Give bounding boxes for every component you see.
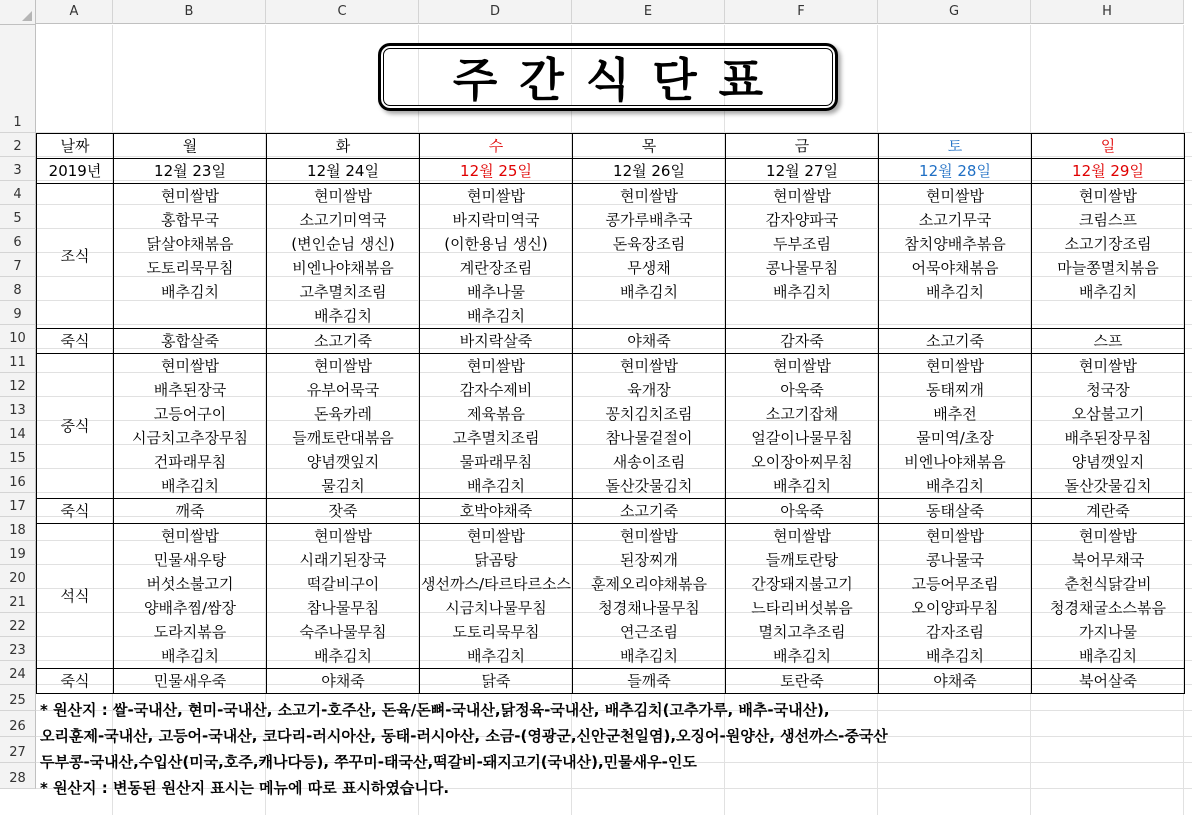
menu-item-cell[interactable]: 훈제오리야채볶음 (573, 572, 726, 596)
menu-item-cell[interactable]: 배추김치 (879, 644, 1032, 669)
porridge-item-cell[interactable]: 야채죽 (573, 329, 726, 354)
porridge-label-cell[interactable]: 죽식 (37, 329, 114, 354)
menu-item-cell[interactable]: 현미쌀밥 (573, 524, 726, 549)
porridge-item-cell[interactable]: 야채죽 (879, 669, 1032, 694)
row-header-27[interactable]: 27 (0, 737, 36, 763)
menu-item-cell[interactable]: 동태찌개 (879, 378, 1032, 402)
menu-item-cell[interactable]: 닭살야채볶음 (114, 232, 267, 256)
menu-item-cell[interactable]: 현미쌀밥 (879, 184, 1032, 209)
row-header-6[interactable]: 6 (0, 229, 36, 253)
menu-item-cell[interactable]: 소고기무국 (879, 208, 1032, 232)
porridge-item-cell[interactable]: 닭죽 (420, 669, 573, 694)
menu-item-cell[interactable]: 물김치 (267, 474, 420, 499)
column-header-f[interactable]: F (725, 0, 878, 24)
date-cell[interactable]: 12월 26일 (573, 159, 726, 184)
menu-item-cell[interactable]: 현미쌀밥 (1032, 184, 1185, 209)
menu-item-cell[interactable]: 소고기잡채 (726, 402, 879, 426)
menu-item-cell[interactable]: 북어무채국 (1032, 548, 1185, 572)
menu-item-cell[interactable]: 현미쌀밥 (879, 524, 1032, 549)
porridge-item-cell[interactable]: 소고기죽 (879, 329, 1032, 354)
page-title[interactable]: 주간식단표 (378, 43, 838, 111)
column-headers (36, 0, 1184, 25)
menu-item-cell[interactable]: 꽁치김치조림 (573, 402, 726, 426)
row-header-8[interactable]: 8 (0, 277, 36, 301)
menu-item-cell[interactable] (114, 304, 267, 329)
menu-item-cell[interactable]: 배추김치 (114, 280, 267, 304)
menu-item-cell[interactable]: 배추된장국 (114, 378, 267, 402)
column-header-a[interactable]: A (36, 0, 113, 24)
menu-item-cell[interactable]: 현미쌀밥 (726, 524, 879, 549)
menu-item-cell[interactable]: 양념깻잎지 (267, 450, 420, 474)
menu-item-cell[interactable]: 소고기미역국 (267, 208, 420, 232)
menu-item-cell[interactable]: 건파래무침 (114, 450, 267, 474)
menu-item-cell[interactable]: 버섯소불고기 (114, 572, 267, 596)
menu-item-cell[interactable]: 생선까스/타르타르소스 (420, 572, 573, 596)
menu-item-cell[interactable]: 청경채굴소스볶음 (1032, 596, 1185, 620)
menu-item-cell[interactable]: 현미쌀밥 (726, 354, 879, 379)
menu-item-cell[interactable]: 고추멸치조림 (420, 426, 573, 450)
row-header-25[interactable]: 25 (0, 685, 36, 711)
note-line[interactable]: * 원산지 : 변동된 원산지 표시는 메뉴에 따로 표시하였습니다. (40, 779, 450, 797)
menu-item-cell[interactable]: 간장돼지불고기 (726, 572, 879, 596)
day-name-cell[interactable]: 토 (879, 134, 1032, 159)
menu-item-cell[interactable]: 시금치나물무침 (420, 596, 573, 620)
date-cell[interactable]: 12월 28일 (879, 159, 1032, 184)
menu-item-cell[interactable]: 감자수제비 (420, 378, 573, 402)
menu-item-cell[interactable]: 도토리묵무침 (420, 620, 573, 644)
menu-item-cell[interactable]: 어묵야채볶음 (879, 256, 1032, 280)
date-cell[interactable]: 12월 25일 (420, 159, 573, 184)
menu-item-cell[interactable]: 배추김치 (114, 474, 267, 499)
row-header-28[interactable]: 28 (0, 763, 36, 789)
menu-item-cell[interactable]: 춘천식닭갈비 (1032, 572, 1185, 596)
menu-item-cell[interactable]: 연근조림 (573, 620, 726, 644)
menu-item-cell[interactable]: 현미쌀밥 (267, 354, 420, 379)
porridge-item-cell[interactable]: 계란죽 (1032, 499, 1185, 524)
row-header-9[interactable]: 9 (0, 301, 36, 325)
menu-item-cell[interactable]: 현미쌀밥 (114, 524, 267, 549)
menu-item-cell[interactable]: 현미쌀밥 (726, 184, 879, 209)
menu-item-cell[interactable]: 청국장 (1032, 378, 1185, 402)
row-header-10[interactable]: 10 (0, 325, 36, 349)
row-header-24[interactable]: 24 (0, 661, 36, 685)
porridge-item-cell[interactable]: 아욱죽 (726, 499, 879, 524)
menu-item-cell[interactable]: 배추김치 (573, 644, 726, 669)
note-line[interactable]: 오리훈제-국내산, 고등어-국내산, 코다리-러시아산, 동태-러시아산, 소금-(영광군,신안군천일염),오징어-원양산, 생선까스-중국산 (40, 727, 888, 745)
row-header-19[interactable]: 19 (0, 541, 36, 565)
menu-item-cell[interactable]: 배추나물 (420, 280, 573, 304)
porridge-item-cell[interactable]: 동태살죽 (879, 499, 1032, 524)
menu-item-cell[interactable]: 참나물겉절이 (573, 426, 726, 450)
menu-item-cell[interactable]: 마늘쫑멸치볶음 (1032, 256, 1185, 280)
porridge-item-cell[interactable]: 야채죽 (267, 669, 420, 694)
row-header-5[interactable]: 5 (0, 205, 36, 229)
menu-item-cell[interactable]: 양배추찜/쌈장 (114, 596, 267, 620)
menu-item-cell[interactable]: 배추김치 (420, 644, 573, 669)
porridge-label-cell[interactable]: 죽식 (37, 669, 114, 694)
row-header-23[interactable]: 23 (0, 637, 36, 661)
menu-item-cell[interactable]: 감자양파국 (726, 208, 879, 232)
menu-item-cell[interactable]: 현미쌀밥 (114, 354, 267, 379)
menu-item-cell[interactable]: 참치양배추볶음 (879, 232, 1032, 256)
menu-item-cell[interactable] (1032, 304, 1185, 329)
row-header-13[interactable]: 13 (0, 397, 36, 421)
day-name-cell[interactable]: 금 (726, 134, 879, 159)
menu-item-cell[interactable]: 배추김치 (420, 304, 573, 329)
menu-item-cell[interactable]: 떡갈비구이 (267, 572, 420, 596)
menu-item-cell[interactable]: 시금치고추장무침 (114, 426, 267, 450)
menu-item-cell[interactable]: 들깨토란대볶음 (267, 426, 420, 450)
column-header-d[interactable]: D (419, 0, 572, 24)
menu-item-cell[interactable]: 두부조림 (726, 232, 879, 256)
menu-item-cell[interactable]: 돌산갓물김치 (1032, 474, 1185, 499)
row-header-11[interactable]: 11 (0, 349, 36, 373)
menu-item-cell[interactable]: 청경채나물무침 (573, 596, 726, 620)
row-header-1[interactable]: 1 (0, 25, 36, 133)
porridge-label-cell[interactable]: 죽식 (37, 499, 114, 524)
menu-item-cell[interactable]: 숙주나물무침 (267, 620, 420, 644)
menu-item-cell[interactable]: 민물새우탕 (114, 548, 267, 572)
row-header-16[interactable]: 16 (0, 469, 36, 493)
porridge-item-cell[interactable]: 북어살죽 (1032, 669, 1185, 694)
dinner-label-cell[interactable]: 석식 (37, 524, 114, 669)
menu-item-cell[interactable]: 배추김치 (267, 304, 420, 329)
menu-item-cell[interactable]: 배추김치 (879, 474, 1032, 499)
porridge-item-cell[interactable]: 호박야채죽 (420, 499, 573, 524)
menu-item-cell[interactable]: 유부어묵국 (267, 378, 420, 402)
menu-item-cell[interactable]: 물미역/초장 (879, 426, 1032, 450)
menu-item-cell[interactable]: (변인순님 생신) (267, 232, 420, 256)
menu-item-cell[interactable]: 현미쌀밥 (420, 354, 573, 379)
menu-item-cell[interactable]: 육개장 (573, 378, 726, 402)
porridge-item-cell[interactable]: 소고기죽 (573, 499, 726, 524)
menu-item-cell[interactable]: 돌산갓물김치 (573, 474, 726, 499)
menu-item-cell[interactable]: 크림스프 (1032, 208, 1185, 232)
column-header-c[interactable]: C (266, 0, 419, 24)
menu-item-cell[interactable]: 도라지볶음 (114, 620, 267, 644)
date-label-cell[interactable]: 날짜 (37, 134, 114, 159)
menu-item-cell[interactable]: 새송이조림 (573, 450, 726, 474)
menu-item-cell[interactable]: 현미쌀밥 (114, 184, 267, 209)
menu-item-cell[interactable]: (이한용님 생신) (420, 232, 573, 256)
column-header-h[interactable]: H (1031, 0, 1184, 24)
date-cell[interactable]: 12월 29일 (1032, 159, 1185, 184)
row-headers (0, 25, 36, 789)
row-header-26[interactable]: 26 (0, 711, 36, 737)
column-header-e[interactable]: E (572, 0, 725, 24)
row-header-12[interactable]: 12 (0, 373, 36, 397)
menu-item-cell[interactable]: 도토리묵무침 (114, 256, 267, 280)
menu-item-cell[interactable]: 돈육카레 (267, 402, 420, 426)
menu-item-cell[interactable]: 오삼불고기 (1032, 402, 1185, 426)
menu-item-cell[interactable]: 고추멸치조림 (267, 280, 420, 304)
breakfast-label-cell[interactable]: 조식 (37, 184, 114, 329)
menu-item-cell[interactable]: 감자조림 (879, 620, 1032, 644)
porridge-item-cell[interactable]: 스프 (1032, 329, 1185, 354)
menu-item-cell[interactable]: 비엔나야채볶음 (267, 256, 420, 280)
menu-item-cell[interactable]: 시래기된장국 (267, 548, 420, 572)
menu-item-cell[interactable]: 현미쌀밥 (879, 354, 1032, 379)
row-header-20[interactable]: 20 (0, 565, 36, 589)
menu-item-cell[interactable]: 배추김치 (573, 280, 726, 304)
menu-item-cell[interactable]: 배추김치 (726, 474, 879, 499)
menu-item-cell[interactable]: 돈육장조림 (573, 232, 726, 256)
date-cell[interactable]: 12월 27일 (726, 159, 879, 184)
menu-item-cell[interactable]: 오이장아찌무침 (726, 450, 879, 474)
porridge-item-cell[interactable]: 잣죽 (267, 499, 420, 524)
menu-item-cell[interactable]: 오이양파무침 (879, 596, 1032, 620)
menu-item-cell[interactable] (573, 304, 726, 329)
porridge-item-cell[interactable]: 민물새우죽 (114, 669, 267, 694)
menu-item-cell[interactable]: 들깨토란탕 (726, 548, 879, 572)
select-all-corner[interactable] (0, 0, 36, 25)
menu-item-cell[interactable]: 현미쌀밥 (420, 524, 573, 549)
menu-item-cell[interactable]: 얼갈이나물무침 (726, 426, 879, 450)
menu-table (36, 133, 1185, 694)
menu-item-cell[interactable]: 물파래무침 (420, 450, 573, 474)
day-name-cell[interactable]: 일 (1032, 134, 1185, 159)
menu-item-cell[interactable]: 현미쌀밥 (573, 184, 726, 209)
row-header-3[interactable]: 3 (0, 157, 36, 181)
menu-item-cell[interactable]: 배추김치 (420, 474, 573, 499)
menu-item-cell[interactable]: 콩나물국 (879, 548, 1032, 572)
origin-notes (36, 697, 1186, 801)
menu-item-cell[interactable]: 참나물무침 (267, 596, 420, 620)
menu-item-cell[interactable]: 배추김치 (726, 644, 879, 669)
menu-item-cell[interactable]: 닭곰탕 (420, 548, 573, 572)
menu-item-cell[interactable]: 배추김치 (1032, 644, 1185, 669)
porridge-item-cell[interactable]: 깨죽 (114, 499, 267, 524)
menu-item-cell[interactable]: 멸치고추조림 (726, 620, 879, 644)
menu-item-cell[interactable]: 가지나물 (1032, 620, 1185, 644)
menu-item-cell[interactable]: 콩가루배추국 (573, 208, 726, 232)
menu-item-cell[interactable]: 소고기장조림 (1032, 232, 1185, 256)
menu-item-cell[interactable]: 배추된장무침 (1032, 426, 1185, 450)
menu-item-cell[interactable]: 제육볶음 (420, 402, 573, 426)
menu-item-cell[interactable]: 아욱죽 (726, 378, 879, 402)
porridge-item-cell[interactable]: 들깨죽 (573, 669, 726, 694)
menu-item-cell[interactable]: 배추김치 (879, 280, 1032, 304)
menu-item-cell[interactable]: 양념깻잎지 (1032, 450, 1185, 474)
menu-item-cell[interactable]: 고등어무조림 (879, 572, 1032, 596)
porridge-item-cell[interactable]: 토란죽 (726, 669, 879, 694)
row-header-22[interactable]: 22 (0, 613, 36, 637)
porridge-item-cell[interactable]: 감자죽 (726, 329, 879, 354)
menu-item-cell[interactable]: 배추김치 (726, 280, 879, 304)
row-header-14[interactable]: 14 (0, 421, 36, 445)
menu-item-cell[interactable]: 배추전 (879, 402, 1032, 426)
porridge-item-cell[interactable]: 소고기죽 (267, 329, 420, 354)
menu-item-cell[interactable] (879, 304, 1032, 329)
row-header-21[interactable]: 21 (0, 589, 36, 613)
note-line[interactable]: * 원산지 : 쌀-국내산, 현미-국내산, 소고기-호주산, 돈육/돈뼈-국내산,닭정육-국내산, 배추김치(고추가루, 배추-국내산), (40, 701, 830, 719)
note-line[interactable]: 두부콩-국내산,수입산(미국,호주,캐나다등), 쭈꾸미-태국산,떡갈비-돼지고기(국내산),민물새우-인도 (40, 753, 697, 771)
porridge-item-cell[interactable]: 바지락살죽 (420, 329, 573, 354)
year-cell[interactable]: 2019년 (37, 159, 114, 184)
menu-item-cell[interactable]: 느타리버섯볶음 (726, 596, 879, 620)
row-header-15[interactable]: 15 (0, 445, 36, 469)
porridge-item-cell[interactable]: 홍합살죽 (114, 329, 267, 354)
menu-item-cell[interactable]: 계란장조림 (420, 256, 573, 280)
row-header-18[interactable]: 18 (0, 517, 36, 541)
row-header-7[interactable]: 7 (0, 253, 36, 277)
date-cell[interactable]: 12월 24일 (267, 159, 420, 184)
menu-item-cell[interactable]: 현미쌀밥 (267, 184, 420, 209)
column-header-g[interactable]: G (878, 0, 1031, 24)
row-header-2[interactable]: 2 (0, 133, 36, 157)
menu-item-cell[interactable]: 배추김치 (267, 644, 420, 669)
menu-item-cell[interactable]: 바지락미역국 (420, 208, 573, 232)
menu-item-cell[interactable]: 현미쌀밥 (573, 354, 726, 379)
row-header-17[interactable]: 17 (0, 493, 36, 517)
row-header-4[interactable]: 4 (0, 181, 36, 205)
date-cell[interactable]: 12월 23일 (114, 159, 267, 184)
menu-item-cell[interactable]: 배추김치 (114, 644, 267, 669)
menu-item-cell[interactable]: 현미쌀밥 (267, 524, 420, 549)
lunch-label-cell[interactable]: 중식 (37, 354, 114, 499)
menu-item-cell[interactable]: 홍합무국 (114, 208, 267, 232)
day-name-cell[interactable]: 월 (114, 134, 267, 159)
menu-item-cell[interactable]: 고등어구이 (114, 402, 267, 426)
column-header-b[interactable]: B (113, 0, 266, 24)
menu-item-cell[interactable]: 콩나물무침 (726, 256, 879, 280)
menu-item-cell[interactable]: 현미쌀밥 (1032, 354, 1185, 379)
menu-item-cell[interactable]: 배추김치 (1032, 280, 1185, 304)
menu-item-cell[interactable]: 비엔나야채볶음 (879, 450, 1032, 474)
menu-item-cell[interactable]: 현미쌀밥 (1032, 524, 1185, 549)
menu-item-cell[interactable]: 된장찌개 (573, 548, 726, 572)
day-name-cell[interactable]: 화 (267, 134, 420, 159)
menu-item-cell[interactable]: 현미쌀밥 (420, 184, 573, 209)
day-name-cell[interactable]: 목 (573, 134, 726, 159)
day-name-cell[interactable]: 수 (420, 134, 573, 159)
menu-item-cell[interactable] (726, 304, 879, 329)
menu-item-cell[interactable]: 무생채 (573, 256, 726, 280)
